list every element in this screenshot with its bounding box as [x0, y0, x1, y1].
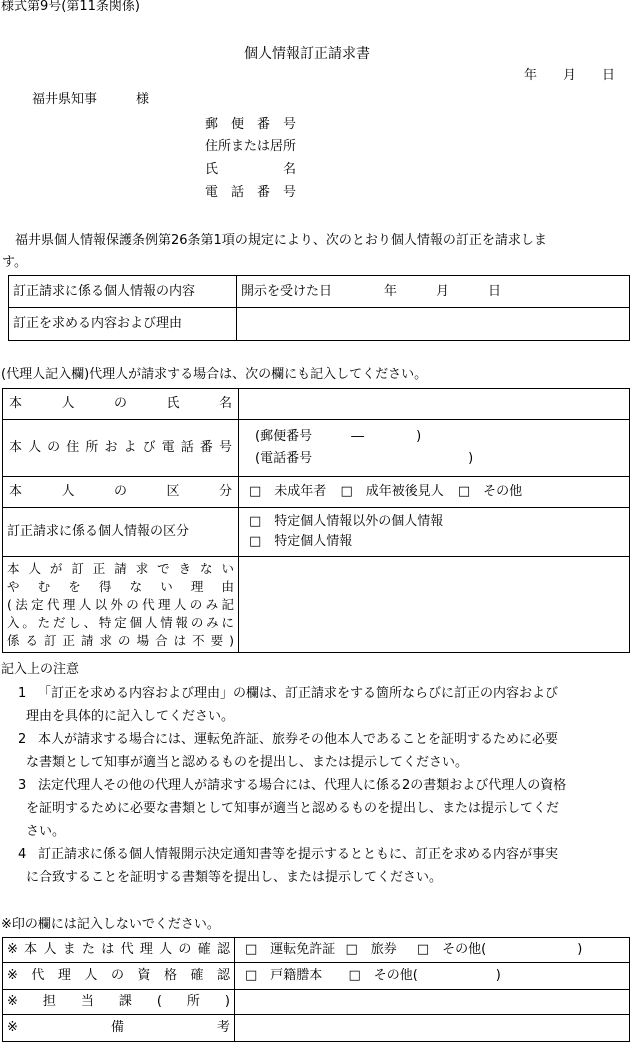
phone-number-field[interactable]: (電話番号 ) — [255, 451, 474, 466]
reason-line: 本人が訂正請求できない — [7, 560, 234, 576]
license-checkbox[interactable]: □ 運転免許証 — [245, 942, 336, 958]
intro-line-1: 福井県個人情報保護条例第26条第1項の規定により、次のとおり個人情報の訂正を請求しま — [2, 233, 547, 248]
note-item — [18, 682, 628, 728]
reason-line: 係る訂正請求の場合は不要) — [7, 632, 234, 648]
form-number-label: 様式第9号(第11条関係) — [1, 0, 140, 14]
inability-reason-field[interactable] — [239, 557, 630, 653]
other-id-checkbox[interactable]: □ その他( ) — [416, 942, 583, 958]
principal-name-label: 本人の氏名 — [3, 389, 239, 420]
inability-reason-label — [3, 557, 239, 653]
note-number: 2 — [18, 732, 27, 747]
non-specific-info-checkbox[interactable]: □ 特定個人情報以外の個人情報 — [249, 514, 444, 529]
applicant-name-label: 氏 名 — [205, 162, 297, 177]
principal-category-options — [239, 477, 630, 508]
info-category-options — [239, 508, 630, 557]
identity-check-label: ※本人または代理人の確認 — [3, 938, 235, 963]
reason-line: (法定代理人以外の代理人のみ記 — [7, 596, 234, 612]
correction-reason-field[interactable] — [237, 308, 630, 341]
correction-request-table — [8, 275, 630, 341]
identity-check-options — [235, 938, 630, 963]
applicant-address-label: 住所または居所 — [205, 139, 297, 154]
postal-code-field[interactable]: (郵便番号 ― ) — [255, 429, 422, 444]
note-item — [18, 728, 628, 774]
agent-table — [2, 388, 630, 653]
note-text: さい。 — [26, 824, 66, 839]
note-item — [18, 774, 628, 843]
section-in-charge-label: ※担当課(所) — [3, 990, 235, 1015]
agent-qualification-options — [235, 963, 630, 990]
info-category-label: 訂正請求に係る個人情報の区分 — [3, 508, 239, 557]
principal-address-label: 本人の住所および電話番号 — [3, 420, 239, 477]
applicant-postal-label: 郵 便 番 号 — [205, 117, 297, 132]
specific-info-checkbox[interactable]: □ 特定個人情報 — [249, 534, 353, 549]
note-text: を証明するために必要な書類として知事が適当と認めるものを提出し、または提示してくだ — [26, 801, 560, 816]
agent-qualification-label: ※代理人の資格確認 — [3, 963, 235, 990]
notes-list — [18, 682, 628, 889]
note-text: な書類として知事が適当と認めるものを提出し、または提示してください。 — [26, 755, 469, 770]
addressee: 福井県知事 様 — [32, 92, 150, 107]
note-number: 3 — [18, 778, 27, 793]
reason-line: 入。ただし、特定個人情報のみに — [7, 614, 234, 630]
disclosure-date-field[interactable]: 開示を受けた日 年 月 日 — [237, 276, 630, 308]
note-text: 理由を具体的に記入してください。 — [26, 709, 235, 724]
other-category-checkbox[interactable]: □ その他 — [457, 484, 523, 500]
principal-category-label: 本人の区分 — [3, 477, 239, 508]
remarks-label: ※備考 — [3, 1015, 235, 1042]
applicant-phone-label: 電 話 番 号 — [205, 185, 297, 200]
agent-section-heading: (代理人記入欄)代理人が請求する場合は、次の欄にも記入してください。 — [1, 367, 428, 382]
form-title: 個人情報訂正請求書 — [244, 46, 370, 62]
note-number: 1 — [18, 686, 27, 701]
office-use-note: ※印の欄には記入しないでください。 — [1, 917, 220, 932]
section-in-charge-field[interactable] — [235, 990, 630, 1015]
office-use-table — [2, 937, 630, 1042]
principal-address-field[interactable] — [239, 420, 630, 477]
other-qualification-checkbox[interactable]: □ その他( ) — [348, 968, 501, 984]
adult-ward-checkbox[interactable]: □ 成年被後見人 — [340, 484, 444, 500]
notes-heading: 記入上の注意 — [1, 662, 80, 677]
remarks-field[interactable] — [235, 1015, 630, 1042]
date-line: 年 月 日 — [524, 68, 616, 83]
request-content-label: 訂正請求に係る個人情報の内容 — [9, 276, 237, 308]
passport-checkbox[interactable]: □ 旅券 — [345, 942, 397, 958]
reason-line: やむを得ない理由 — [7, 578, 234, 594]
note-text: 訂正請求に係る個人情報開示決定通知書等を提示するとともに、訂正を求める内容が事実 — [38, 847, 559, 862]
principal-name-field[interactable] — [239, 389, 630, 420]
note-number: 4 — [18, 847, 27, 862]
minor-checkbox[interactable]: □ 未成年者 — [249, 484, 327, 500]
note-text: 本人が請求する場合には、運転免許証、旅券その他本人であることを証明するために必要 — [38, 732, 559, 747]
note-item — [18, 843, 628, 889]
note-text: 「訂正を求める内容および理由」の欄は、訂正請求をする箇所ならびに訂正の内容および — [38, 686, 559, 701]
intro-line-2: す。 — [2, 255, 27, 270]
note-text: に合致することを証明する書類等を提出し、または提示してください。 — [26, 870, 443, 885]
note-text: 法定代理人その他の代理人が請求する場合には、代理人に係る2の書類および代理人の資格 — [38, 778, 567, 793]
family-register-checkbox[interactable]: □ 戸籍謄本 — [245, 968, 323, 984]
intro-paragraph — [2, 230, 547, 274]
correction-reason-label: 訂正を求める内容および理由 — [9, 308, 237, 341]
